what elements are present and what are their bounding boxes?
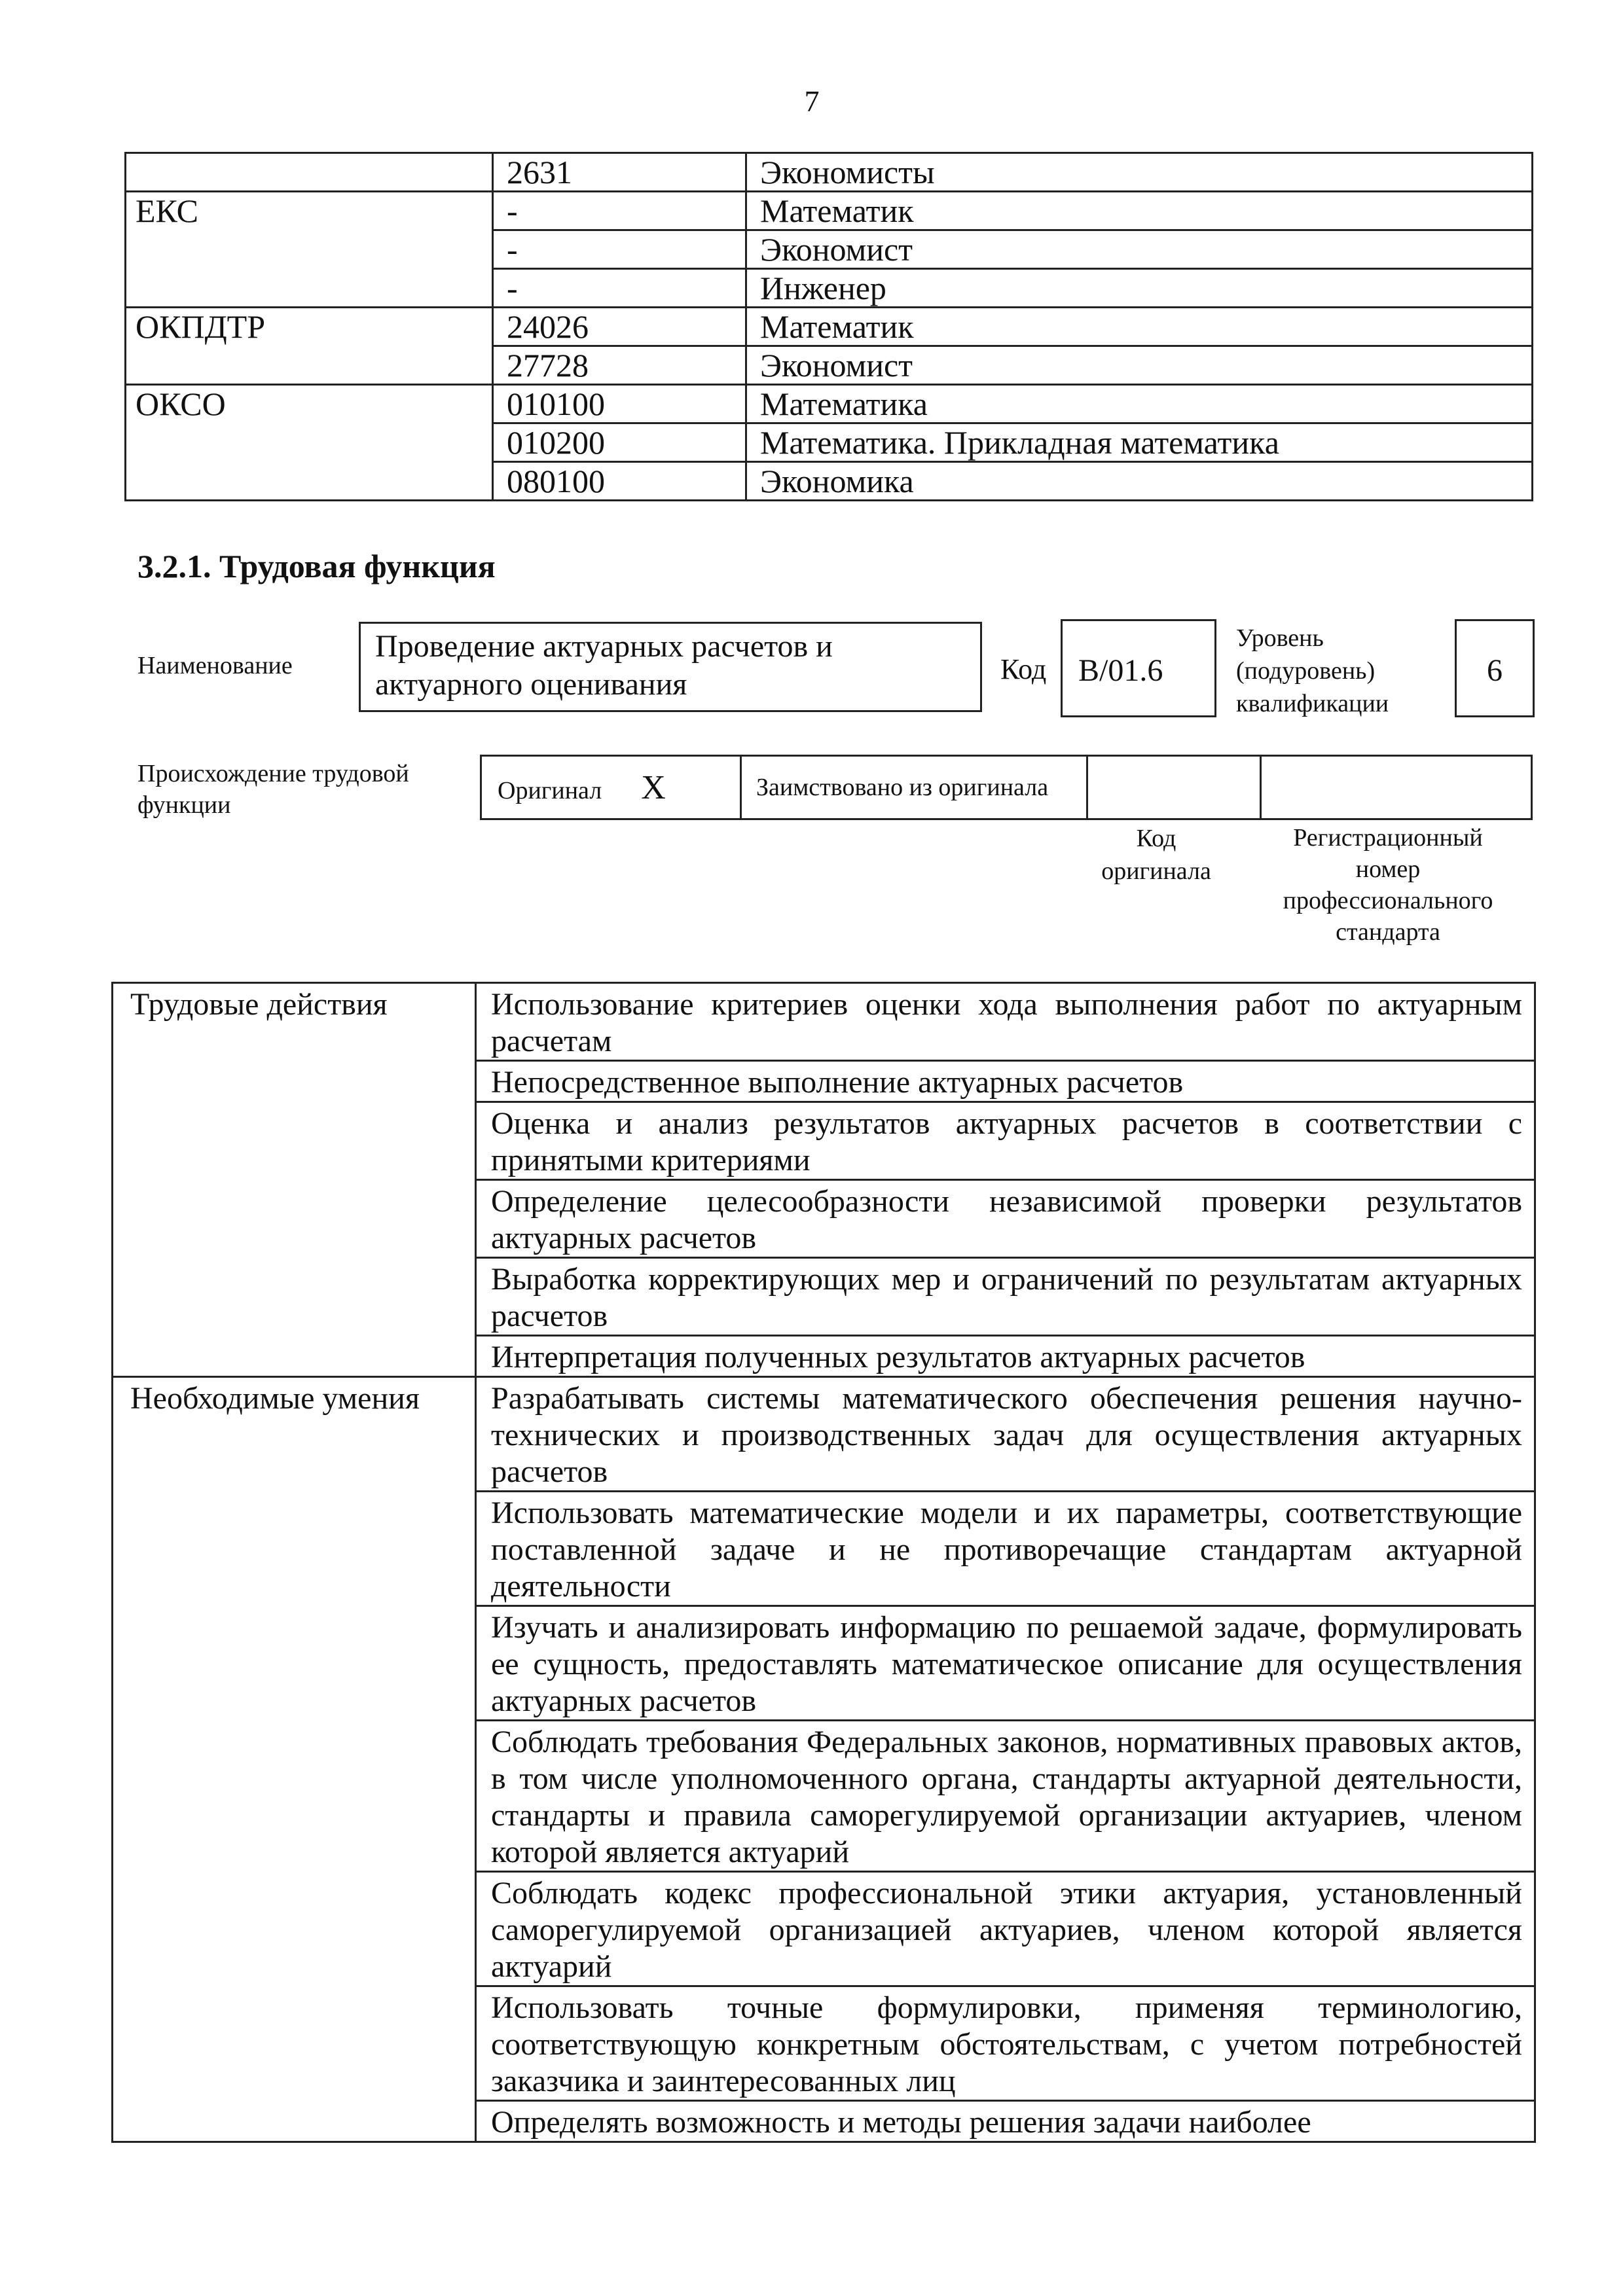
labor-function-row <box>113 1721 1535 1872</box>
heading-continuation <box>113 1872 476 1986</box>
labor-action-item: Непосредственное выполнение актуарных расчетов <box>476 1061 1535 1102</box>
classification-code: 27728 <box>493 346 746 385</box>
classification-group: ЕКС <box>126 192 493 230</box>
code-label: Код <box>1000 653 1047 685</box>
skills-heading: Необходимые умения <box>113 1377 476 1492</box>
labor-action-item: Оценка и анализ результатов актуарных расчетов в соответствии с принятыми критериями <box>476 1102 1535 1180</box>
heading-continuation <box>113 1102 476 1180</box>
heading-continuation <box>113 1721 476 1872</box>
labor-action-item: Выработка корректирующих мер и ограничений по результатам актуарных расчетов <box>476 1258 1535 1336</box>
classification-row <box>126 230 1533 269</box>
classification-name: Экономика <box>746 462 1533 501</box>
heading-continuation <box>113 1258 476 1336</box>
heading-continuation <box>113 1336 476 1377</box>
classification-group <box>126 269 493 308</box>
reg-number-caption <box>1244 822 1532 948</box>
classification-table <box>124 152 1533 501</box>
classification-row <box>126 346 1533 385</box>
heading-continuation <box>113 1061 476 1102</box>
heading-continuation <box>113 1986 476 2101</box>
labor-function-row <box>113 1180 1535 1258</box>
heading-continuation <box>113 1606 476 1721</box>
origin-label <box>137 758 452 821</box>
qualification-level-label <box>1236 622 1393 720</box>
origin-code-caption-text: Код оригинала <box>1101 825 1211 885</box>
origin-table <box>480 755 1533 820</box>
classification-row <box>126 269 1533 308</box>
labor-function-row <box>113 1492 1535 1606</box>
labor-function-row <box>113 1377 1535 1492</box>
classification-row <box>126 192 1533 230</box>
skill-item: Определять возможность и методы решения задачи наиболее <box>476 2101 1535 2142</box>
origin-borrowed-cell: Заимствовано из оригинала <box>741 756 1087 819</box>
origin-reg-number-cell <box>1261 756 1532 819</box>
skill-item: Разрабатывать системы математического обеспечения решения научно-технических и производственных задач для осуществления актуарных расчетов <box>476 1377 1535 1492</box>
labor-action-item: Интерпретация полученных результатов актуарных расчетов <box>476 1336 1535 1377</box>
labor-function-row <box>113 1872 1535 1986</box>
labor-function-row <box>113 1606 1535 1721</box>
name-label: Наименование <box>137 652 293 679</box>
labor-function-row <box>113 1102 1535 1180</box>
classification-group <box>126 230 493 269</box>
classification-code: - <box>493 192 746 230</box>
classification-name: Математик <box>746 308 1533 346</box>
origin-original-cell <box>481 756 741 819</box>
classification-row <box>126 423 1533 462</box>
labor-function-row <box>113 2101 1535 2142</box>
labor-action-item: Использование критериев оценки хода выполнения работ по актуарным расчетам <box>476 983 1535 1061</box>
function-code-field: B/01.6 <box>1061 619 1216 717</box>
page-number: 7 <box>804 84 820 118</box>
classification-row <box>126 462 1533 501</box>
skill-item: Использовать точные формулировки, применяя терминологию, соответствующую конкретным обстоятельствам, с учетом потребностей заказчика и заинтересованных лиц <box>476 1986 1535 2101</box>
labor-function-table <box>111 982 1536 2143</box>
classification-name: Экономист <box>746 230 1533 269</box>
classification-name: Экономист <box>746 346 1533 385</box>
classification-code: - <box>493 230 746 269</box>
origin-code-cell <box>1087 756 1261 819</box>
section-title: 3.2.1. Трудовая функция <box>137 548 496 584</box>
reg-number-caption-text: Регистрационный номер профессионального стандарта <box>1283 824 1493 946</box>
classification-row <box>126 308 1533 346</box>
labor-function-row <box>113 1986 1535 2101</box>
level-label-text: Уровень (подуровень) квалификации <box>1236 624 1389 717</box>
classification-code: 24026 <box>493 308 746 346</box>
classification-group: ОКПДТР <box>126 308 493 346</box>
classification-row <box>126 153 1533 192</box>
classification-group <box>126 462 493 501</box>
classification-name: Математик <box>746 192 1533 230</box>
original-label: Оригинал <box>498 776 602 804</box>
classification-code: 010100 <box>493 385 746 423</box>
classification-name: Математика <box>746 385 1533 423</box>
skill-item: Соблюдать требования Федеральных законов, нормативных правовых актов, в том числе уполномоченного органа, стандарты актуарной деятельности, стандарты и правила саморегулируемой организации актуариев, членом которой является актуарий <box>476 1721 1535 1872</box>
labor-function-row <box>113 1061 1535 1102</box>
classification-group <box>126 346 493 385</box>
labor-action-item: Определение целесообразности независимой проверки результатов актуарных расчетов <box>476 1180 1535 1258</box>
skill-item: Использовать математические модели и их параметры, соответствующие поставленной задаче и не противоречащие стандартам актуарной деятельности <box>476 1492 1535 1606</box>
classification-group <box>126 423 493 462</box>
heading-continuation <box>113 1492 476 1606</box>
classification-code: - <box>493 269 746 308</box>
function-name-field: Проведение актуарных расчетов и актуарного оценивания <box>359 622 982 712</box>
labor-actions-heading: Трудовые действия <box>113 983 476 1061</box>
classification-group <box>126 153 493 192</box>
origin-code-caption <box>1072 822 1240 888</box>
skill-item: Соблюдать кодекс профессиональной этики актуария, установленный саморегулируемой организацией актуариев, членом которой является актуарий <box>476 1872 1535 1986</box>
heading-continuation <box>113 2101 476 2142</box>
classification-name: Экономисты <box>746 153 1533 192</box>
classification-code: 2631 <box>493 153 746 192</box>
classification-name: Инженер <box>746 269 1533 308</box>
labor-function-row <box>113 1258 1535 1336</box>
qualification-level-field: 6 <box>1455 619 1535 717</box>
classification-code: 080100 <box>493 462 746 501</box>
labor-function-row <box>113 983 1535 1061</box>
original-mark: X <box>641 768 666 806</box>
classification-name: Математика. Прикладная математика <box>746 423 1533 462</box>
labor-function-row <box>113 1336 1535 1377</box>
classification-row <box>126 385 1533 423</box>
origin-label-text: Происхождение трудовой функции <box>137 760 409 819</box>
heading-continuation <box>113 1180 476 1258</box>
classification-group: ОКСО <box>126 385 493 423</box>
classification-code: 010200 <box>493 423 746 462</box>
skill-item: Изучать и анализировать информацию по решаемой задаче, формулировать ее сущность, предоставлять математическое описание для осуществления актуарных расчетов <box>476 1606 1535 1721</box>
